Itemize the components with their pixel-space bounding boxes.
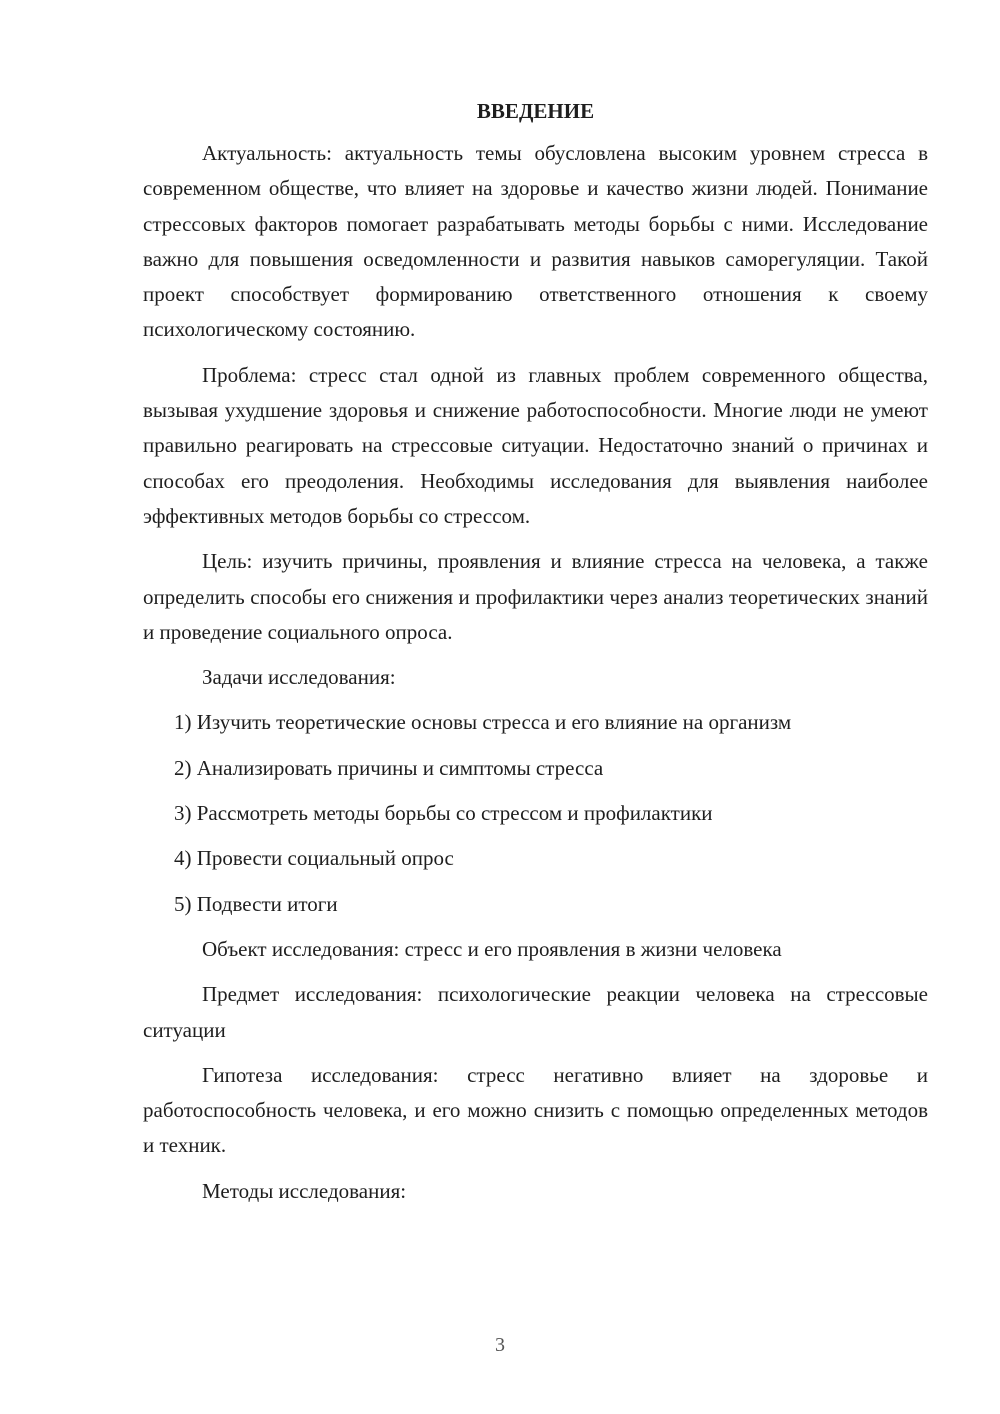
subject-paragraph: Предмет исследования: психологические реакции человека на стрессовые ситуации [143, 982, 928, 1042]
hypothesis-paragraph: Гипотеза исследования: стресс негативно влияет на здоровье и работоспособность человека, и его можно снизить с помощью определенных методов и техник. [143, 1062, 928, 1158]
list-item: 1) Изучить теоретические основы стресса и его влияние на организм [174, 710, 792, 735]
tasks-list [143, 705, 928, 921]
relevance-paragraph: Актуальность: актуальность темы обусловлена высоким уровнем стресса в современном обществе, что влияет на здоровье и качество жизни людей. Понимание стрессовых факторов помогает разрабатывать методы борьбы с ними. Исследование важно для повышения осведомленности и развития навыков саморегуляции. Такой проект способствует формированию ответственного отношения к своему психологическому состоянию. [143, 141, 928, 342]
list-item: 4) Провести социальный опрос [174, 846, 454, 871]
document-page [143, 96, 928, 1219]
list-item: 3) Рассмотреть методы борьбы со стрессом и профилактики [174, 801, 713, 826]
object-paragraph: Объект исследования: стресс и его проявления в жизни человека [202, 936, 782, 961]
problem-paragraph: Проблема: стресс стал одной из главных проблем современного общества, вызывая ухудшение здоровья и снижение работоспособности. Многие люди не умеют правильно реагировать на стрессовые ситуации. Недостаточно знаний о причинах и способах его преодоления. Необходимы исследования для выявления наиболее эффективных методов борьбы со стрессом. [143, 362, 928, 528]
methods-heading: Методы исследования: [202, 1178, 407, 1203]
list-item: 2) Анализировать причины и симптомы стресса [174, 755, 604, 780]
goal-paragraph: Цель: изучить причины, проявления и влияние стресса на человека, а также определить способы его снижения и профилактики через анализ теоретических знаний и проведение социального опроса. [143, 549, 928, 644]
list-item: 5) Подвести итоги [174, 891, 338, 916]
page-number: 3 [495, 1334, 505, 1356]
tasks-heading: Задачи исследования: [202, 665, 396, 690]
section-title: ВВЕДЕНИЕ [476, 99, 595, 123]
